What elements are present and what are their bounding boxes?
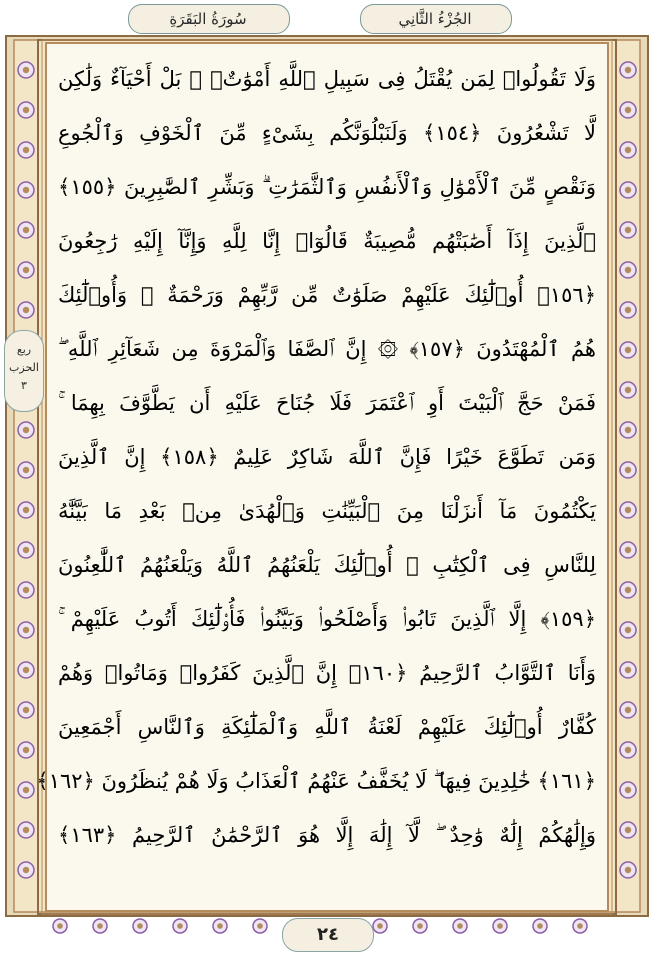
frame-flower-center bbox=[23, 107, 29, 113]
text-line-3: وَنَقْصٍ مِّنَ ٱلْأَمْوَٰلِ وَٱلْأَنفُسِ وَٱلثَّمَرَٰتِ ۗ وَبَشِّرِ ٱلصَّٰبِرِينَ ﴿١٥٥﴾ bbox=[58, 175, 596, 199]
frame-flower-center bbox=[377, 923, 383, 929]
page-number: ٢٤ bbox=[282, 918, 374, 952]
hizb-quarter-marker bbox=[4, 330, 44, 412]
frame-flower-center bbox=[23, 547, 29, 553]
text-line-1: وَلَا تَقُولُوا۟ لِمَن يُقْتَلُ فِى سَبِيلِ ٱللَّهِ أَمْوَٰتٌۢ ۚ بَلْ أَحْيَآءٌ وَلَٰكِن bbox=[58, 67, 596, 91]
text-line-8: وَمَن تَطَوَّعَ خَيْرًا فَإِنَّ ٱللَّهَ شَاكِرٌ عَلِيمٌ ﴿١٥٨﴾ إِنَّ ٱلَّذِينَ bbox=[58, 445, 597, 469]
text-line-4: ٱلَّذِينَ إِذَآ أَصَٰبَتْهُم مُّصِيبَةٌ قَالُوٓا۟ إِنَّا لِلَّهِ وَإِنَّآ إِلَيْهِ رَٰجِعُونَ bbox=[58, 229, 596, 253]
frame-flower-center bbox=[625, 307, 631, 313]
frame-flower-center bbox=[625, 827, 631, 833]
frame-flower-center bbox=[625, 667, 631, 673]
frame-flower-center bbox=[625, 507, 631, 513]
frame-flower-center bbox=[625, 747, 631, 753]
frame-flower-center bbox=[457, 923, 463, 929]
frame-flower-center bbox=[625, 387, 631, 393]
frame-flower-center bbox=[23, 627, 29, 633]
text-line-15: وَإِلَٰهُكُمْ إِلَٰهٌ وَٰحِدٌ ۖ لَّآ إِلَٰهَ إِلَّا هُوَ ٱلرَّحْمَٰنُ ٱلرَّحِيمُ ﴿١٦٣﴾ bbox=[58, 823, 596, 847]
frame-flower-center bbox=[23, 667, 29, 673]
frame-flower-center bbox=[537, 923, 543, 929]
text-line-11: ﴿١٥٩﴾ إِلَّا ٱلَّذِينَ تَابُوا۟ وَأَصْلَحُوا۟ وَبَيَّنُوا۟ فَأُو۟لَٰٓئِكَ أَتُوبُ عَلَيْهِمْ ۚ bbox=[58, 607, 596, 631]
juz-title: الجُزْءُ الثَّانِي bbox=[398, 10, 472, 28]
frame-flower-center bbox=[23, 67, 29, 73]
quran-text-block bbox=[36, 58, 597, 898]
frame-flower-center bbox=[23, 187, 29, 193]
surah-title: سُورَةُ البَقَرَةِ bbox=[169, 10, 247, 28]
hizb-line-1: ربع bbox=[16, 343, 32, 356]
frame-flower-center bbox=[625, 67, 631, 73]
text-line-2: لَّا تَشْعُرُونَ ﴿١٥٤﴾ وَلَنَبْلُوَنَّكُم بِشَىْءٍ مِّنَ ٱلْخَوْفِ وَٱلْجُوعِ bbox=[58, 121, 596, 145]
text-line-10: لِلنَّاسِ فِى ٱلْكِتَٰبِ ۙ أُو۟لَٰٓئِكَ يَلْعَنُهُمُ ٱللَّهُ وَيَلْعَنُهُمُ ٱللَّٰعِنُونَ bbox=[58, 553, 596, 577]
frame-flower-center bbox=[57, 923, 63, 929]
frame-flower-center bbox=[625, 267, 631, 273]
frame-flower-center bbox=[217, 923, 223, 929]
frame-flower-center bbox=[625, 547, 631, 553]
frame-flower-center bbox=[23, 827, 29, 833]
frame-flower-center bbox=[23, 707, 29, 713]
frame-flower-center bbox=[625, 787, 631, 793]
frame-flower-center bbox=[625, 587, 631, 593]
frame-flower-center bbox=[23, 147, 29, 153]
text-line-14: ﴿١٦١﴾ خَٰلِدِينَ فِيهَا ۖ لَا يُخَفَّفُ عَنْهُمُ ٱلْعَذَابُ وَلَا هُمْ يُنظَرُونَ ﴿١٦٢﴾ bbox=[36, 769, 596, 793]
hizb-line-3: ٣ bbox=[21, 379, 27, 392]
frame-flower-center bbox=[23, 227, 29, 233]
frame-flower-center bbox=[23, 307, 29, 313]
frame-flower-center bbox=[137, 923, 143, 929]
frame-flower-center bbox=[625, 627, 631, 633]
frame-flower-center bbox=[625, 427, 631, 433]
frame-flower-center bbox=[23, 427, 29, 433]
frame-flower-center bbox=[577, 923, 583, 929]
frame-flower-center bbox=[23, 867, 29, 873]
frame-flower-center bbox=[497, 923, 503, 929]
text-line-5: ﴿١٥٦﴾ أُو۟لَٰٓئِكَ عَلَيْهِمْ صَلَوَٰتٌ مِّن رَّبِّهِمْ وَرَحْمَةٌ ۖ وَأُو۟لَٰٓئِكَ bbox=[58, 283, 596, 307]
frame-flower-center bbox=[625, 467, 631, 473]
frame-flower-center bbox=[417, 923, 423, 929]
frame-flower-center bbox=[257, 923, 263, 929]
frame-flower-center bbox=[177, 923, 183, 929]
frame-flower-center bbox=[625, 707, 631, 713]
frame-flower-center bbox=[23, 267, 29, 273]
frame-flower-center bbox=[625, 147, 631, 153]
frame-flower-center bbox=[23, 507, 29, 513]
frame-flower-center bbox=[625, 107, 631, 113]
text-line-9: يَكْتُمُونَ مَآ أَنزَلْنَا مِنَ ٱلْبَيِّنَٰتِ وَٱلْهُدَىٰ مِنۢ بَعْدِ مَا بَيَّنَّٰهُ bbox=[58, 499, 596, 523]
frame-flower-center bbox=[625, 867, 631, 873]
hizb-line-2: الحزب bbox=[9, 361, 39, 374]
text-line-7: فَمَنْ حَجَّ ٱلْبَيْتَ أَوِ ٱعْتَمَرَ فَلَا جُنَاحَ عَلَيْهِ أَن يَطَّوَّفَ بِهِمَا ۚ bbox=[58, 391, 596, 415]
frame-flower-center bbox=[625, 347, 631, 353]
frame-flower-center bbox=[625, 187, 631, 193]
frame-flower-center bbox=[23, 587, 29, 593]
text-line-6: هُمُ ٱلْمُهْتَدُونَ ﴿١٥٧﴾ ۞ إِنَّ ٱلصَّفَا وَٱلْمَرْوَةَ مِن شَعَآئِرِ ٱللَّهِ ۖ bbox=[58, 337, 597, 361]
frame-flower-center bbox=[97, 923, 103, 929]
text-line-12: وَأَنَا ٱلتَّوَّابُ ٱلرَّحِيمُ ﴿١٦٠﴾ إِنَّ ٱلَّذِينَ كَفَرُوا۟ وَمَاتُوا۟ وَهُمْ bbox=[58, 661, 596, 685]
frame-flower-center bbox=[23, 747, 29, 753]
frame-flower-center bbox=[625, 227, 631, 233]
frame-flower-center bbox=[23, 787, 29, 793]
frame-flower-center bbox=[23, 467, 29, 473]
text-line-13: كُفَّارٌ أُو۟لَٰٓئِكَ عَلَيْهِمْ لَعْنَةُ ٱللَّهِ وَٱلْمَلَٰٓئِكَةِ وَٱلنَّاسِ أَجْمَعِينَ bbox=[58, 715, 596, 739]
